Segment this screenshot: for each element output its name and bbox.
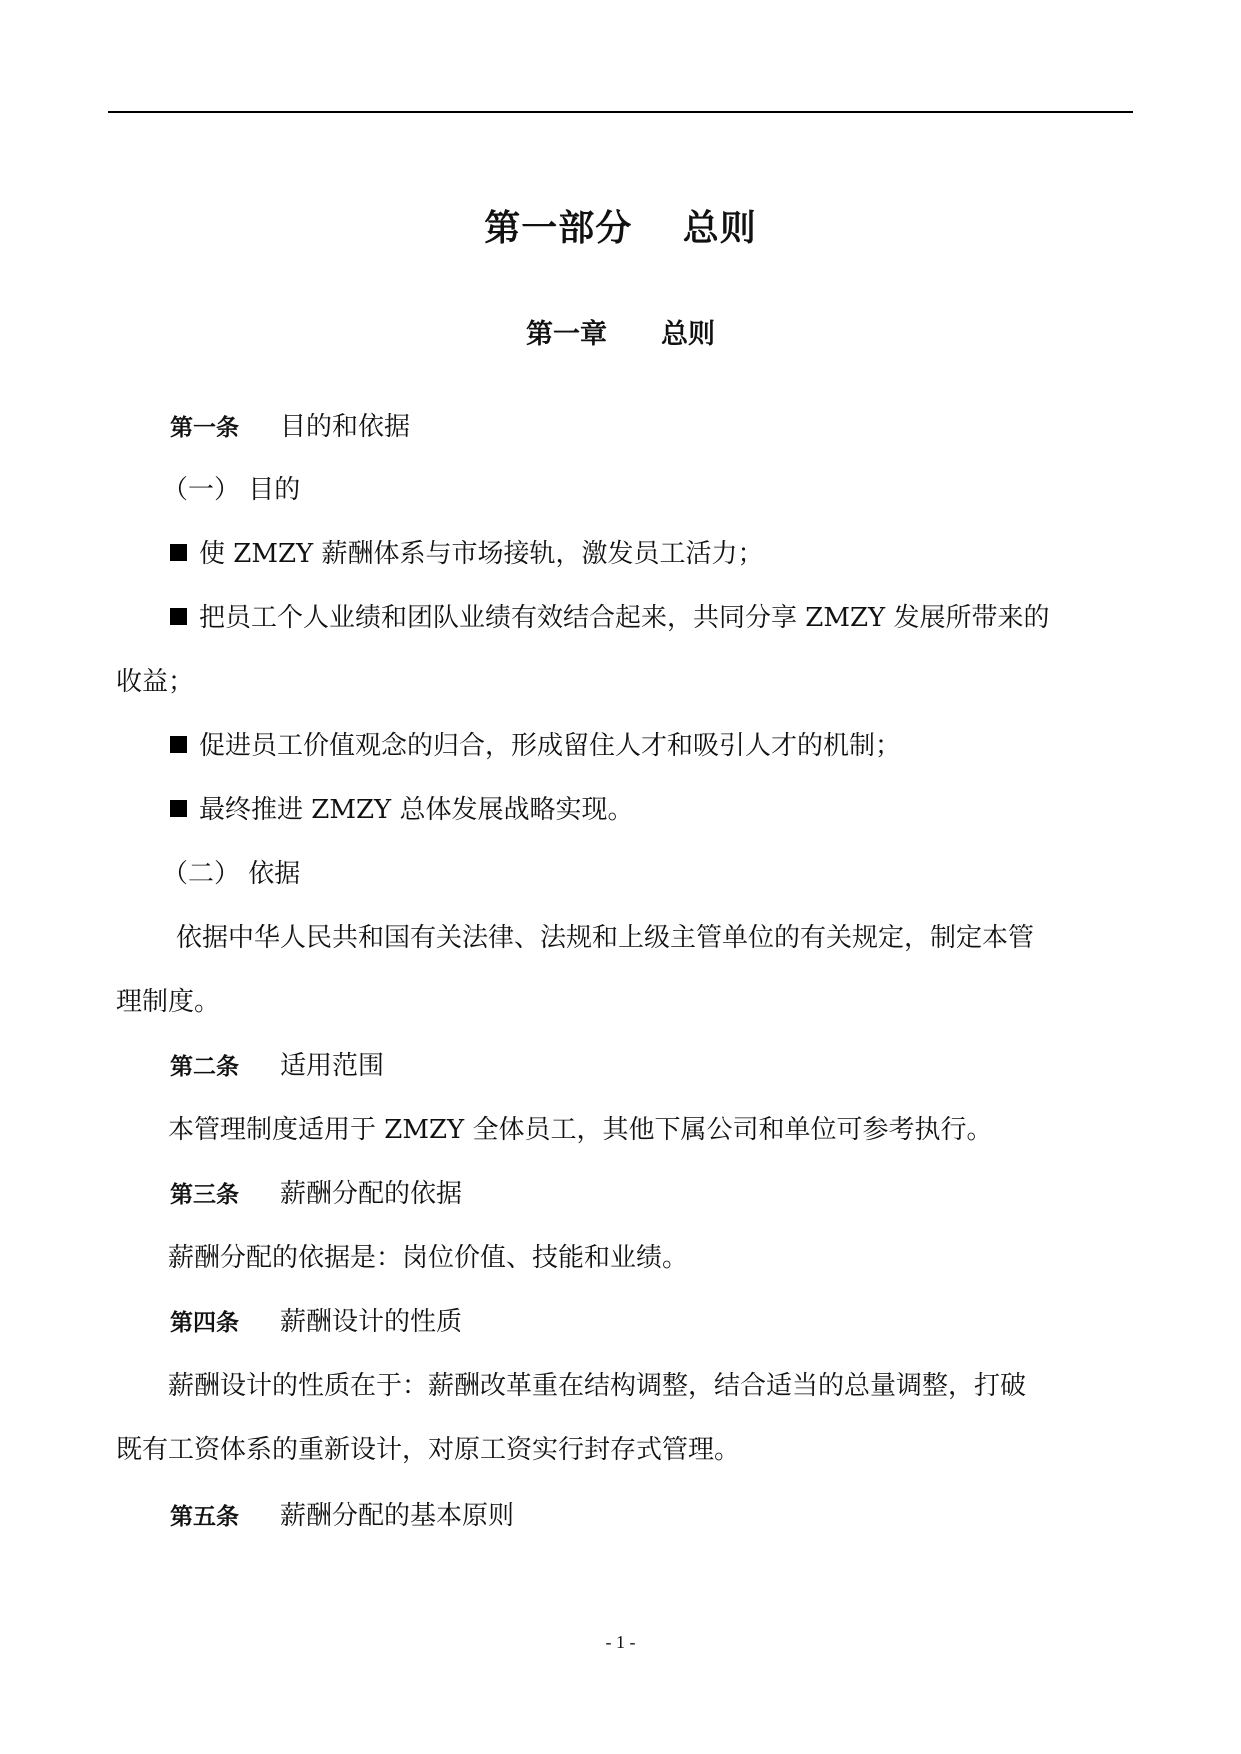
article-1-heading: [170, 395, 1190, 460]
paragraph-line: 理制度。: [116, 987, 221, 1017]
article-2-heading: [170, 1034, 1190, 1099]
article-title: 目的和依据: [280, 412, 411, 442]
bullet-item: 促进员工价值观念的归合，形成留住人才和吸引人才的机制；: [170, 714, 1190, 778]
article-title: 薪酬设计的性质: [280, 1307, 463, 1337]
article-3-heading: [170, 1162, 1190, 1227]
bullet-item: 使 ZMZY 薪酬体系与市场接轨，激发员工活力；: [170, 522, 1190, 586]
part-title: 第一部分 总则: [484, 208, 757, 249]
chapter-title: 第一章 总则: [526, 319, 715, 350]
article-label: 第五条: [170, 1504, 239, 1530]
subsection-heading: （二） 依据: [162, 859, 301, 889]
paragraph-line: 既有工资体系的重新设计，对原工资实行封存式管理。: [116, 1435, 741, 1465]
paragraph-line: 薪酬分配的依据是：岗位价值、技能和业绩。: [168, 1243, 689, 1273]
article-title: 薪酬分配的基本原则: [280, 1501, 515, 1531]
page-number: - 1 -: [605, 1632, 636, 1652]
square-bullet-icon: [170, 800, 187, 817]
header-rule: [108, 111, 1133, 113]
article-label: 第二条: [170, 1054, 239, 1080]
bullet-item: 最终推进 ZMZY 总体发展战略实现。: [170, 778, 1190, 842]
bullet-continuation: 收益；: [116, 667, 195, 697]
paragraph-line: 本管理制度适用于 ZMZY 全体员工，其他下属公司和单位可参考执行。: [168, 1115, 993, 1145]
square-bullet-icon: [170, 736, 187, 753]
article-label: 第四条: [170, 1310, 239, 1336]
article-5-heading: [170, 1484, 1190, 1549]
article-title: 薪酬分配的依据: [280, 1179, 463, 1209]
square-bullet-icon: [170, 544, 187, 561]
article-label: 第一条: [170, 415, 239, 441]
article-4-heading: [170, 1290, 1190, 1355]
paragraph-line: 依据中华人民共和国有关法律、法规和上级主管单位的有关规定，制定本管: [176, 923, 1035, 953]
subsection-heading: （一） 目的: [162, 475, 301, 505]
bullet-item: 把员工个人业绩和团队业绩有效结合起来，共同分享 ZMZY 发展所带来的: [170, 586, 1190, 650]
paragraph-line: 薪酬设计的性质在于：薪酬改革重在结构调整，结合适当的总量调整，打破: [168, 1371, 1027, 1401]
square-bullet-icon: [170, 608, 187, 625]
article-label: 第三条: [170, 1182, 239, 1208]
article-title: 适用范围: [280, 1051, 385, 1081]
